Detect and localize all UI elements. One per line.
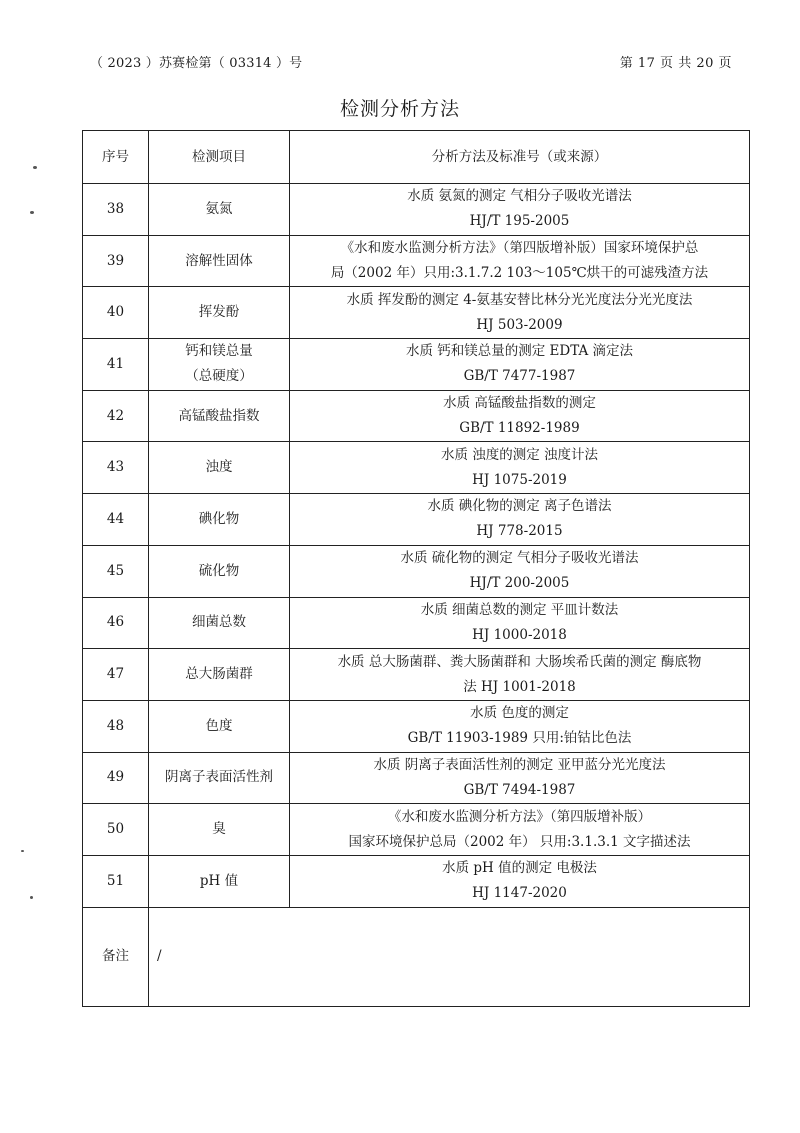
test-item: 浊度 xyxy=(149,442,290,494)
row-number: 45 xyxy=(83,545,149,597)
method-cell xyxy=(290,390,750,442)
table-row xyxy=(83,442,750,494)
method-cell xyxy=(290,339,750,391)
method-name: 水质 钙和镁总量的测定 EDTA 滴定法 xyxy=(405,343,634,360)
method-name: 水质 色度的测定 xyxy=(470,705,569,722)
method-cell xyxy=(290,235,750,287)
row-number: 47 xyxy=(83,649,149,701)
row-number: 50 xyxy=(83,804,149,856)
method-standard: HJ 1147-2020 xyxy=(472,885,567,902)
row-number: 42 xyxy=(83,390,149,442)
method-cell xyxy=(290,184,750,236)
table-header-row xyxy=(83,131,750,184)
table-row xyxy=(83,390,750,442)
row-number: 38 xyxy=(83,184,149,236)
test-item: 氨氮 xyxy=(149,184,290,236)
method-standard: HJ 503-2009 xyxy=(476,316,563,333)
row-number: 51 xyxy=(83,855,149,907)
method-name: 水质 氨氮的测定 气相分子吸收光谱法 xyxy=(407,188,632,205)
test-item: 阴离子表面活性剂 xyxy=(149,752,290,804)
method-cell xyxy=(290,545,750,597)
test-item: 碘化物 xyxy=(149,494,290,546)
table-row xyxy=(83,597,750,649)
column-header-no: 序号 xyxy=(83,131,149,184)
method-standard: HJ 1000-2018 xyxy=(472,626,567,643)
method-cell xyxy=(290,287,750,339)
method-name: 水质 pH 值的测定 电极法 xyxy=(442,860,597,877)
page-info: 第 17 页 共 20 页 xyxy=(619,56,732,71)
method-name: 水质 阴离子表面活性剂的测定 亚甲蓝分光光度法 xyxy=(373,756,666,773)
method-standard: HJ/T 195-2005 xyxy=(469,213,570,230)
test-item: 溶解性固体 xyxy=(149,235,290,287)
table-row xyxy=(83,287,750,339)
method-name: 水质 挥发酚的测定 4-氨基安替比林分光光度法分光光度法 xyxy=(346,291,693,308)
test-item-note: （总硬度） xyxy=(185,368,253,385)
remarks-row xyxy=(83,907,750,1006)
table-row xyxy=(83,649,750,701)
method-name: 水质 细菌总数的测定 平皿计数法 xyxy=(420,601,619,618)
method-name: 《水和废水监测分析方法》（第四版增补版）国家环境保护总 xyxy=(340,240,699,257)
row-number: 39 xyxy=(83,235,149,287)
row-number: 40 xyxy=(83,287,149,339)
test-item: 臭 xyxy=(149,804,290,856)
test-item: 细菌总数 xyxy=(149,597,290,649)
method-standard: GB/T 7494-1987 xyxy=(463,781,576,798)
table-row xyxy=(83,184,750,236)
table-row xyxy=(83,752,750,804)
scan-speck xyxy=(30,896,33,899)
row-number: 49 xyxy=(83,752,149,804)
test-item: 硫化物 xyxy=(149,545,290,597)
scan-speck xyxy=(30,211,34,214)
table-row xyxy=(83,700,750,752)
method-standard: HJ 1075-2019 xyxy=(472,471,567,488)
column-header-method: 分析方法及标准号（或来源） xyxy=(290,131,750,184)
method-cell xyxy=(290,804,750,856)
column-header-item: 检测项目 xyxy=(149,131,290,184)
method-name: 水质 硫化物的测定 气相分子吸收光谱法 xyxy=(400,550,639,567)
row-number: 44 xyxy=(83,494,149,546)
method-cell xyxy=(290,700,750,752)
report-number: （ 2023 ）苏赛检第（ 03314 ）号 xyxy=(90,56,303,71)
method-name: 水质 总大肠菌群、粪大肠菌群和 大肠埃希氏菌的测定 酶底物 xyxy=(337,653,702,670)
test-item: 挥发酚 xyxy=(149,287,290,339)
method-name: 水质 高锰酸盐指数的测定 xyxy=(443,395,596,412)
row-number: 43 xyxy=(83,442,149,494)
test-item: 色度 xyxy=(149,700,290,752)
method-name: 水质 碘化物的测定 离子色谱法 xyxy=(427,498,612,515)
method-name: 《水和废水监测分析方法》（第四版增补版） xyxy=(387,808,652,825)
method-standard: HJ 778-2015 xyxy=(476,523,563,540)
method-cell xyxy=(290,597,750,649)
method-standard: GB/T 7477-1987 xyxy=(463,368,576,385)
method-cell xyxy=(290,752,750,804)
table-row xyxy=(83,235,750,287)
method-standard: 局（2002 年）只用:3.1.7.2 103～105℃烘干的可滤残渣方法 xyxy=(330,265,709,282)
test-item xyxy=(149,339,290,391)
method-standard: 国家环境保护总局（2002 年） 只用:3.1.3.1 文字描述法 xyxy=(348,833,691,850)
remarks-value: / xyxy=(149,907,750,1006)
row-number: 41 xyxy=(83,339,149,391)
test-item: 总大肠菌群 xyxy=(149,649,290,701)
method-standard: GB/T 11892-1989 xyxy=(459,420,580,437)
method-standard: GB/T 11903-1989 只用:铂钴比色法 xyxy=(407,730,632,747)
test-item: 高锰酸盐指数 xyxy=(149,390,290,442)
row-number: 46 xyxy=(83,597,149,649)
remarks-label: 备注 xyxy=(83,907,149,1006)
method-cell xyxy=(290,855,750,907)
test-item-name: 钙和镁总量 xyxy=(185,343,253,360)
table-row xyxy=(83,545,750,597)
test-item: pH 值 xyxy=(149,855,290,907)
table-row xyxy=(83,804,750,856)
method-standard: HJ/T 200-2005 xyxy=(469,575,570,592)
page-title: 检测分析方法 xyxy=(339,98,460,120)
method-standard: 法 HJ 1001-2018 xyxy=(463,678,576,695)
row-number: 48 xyxy=(83,700,149,752)
scan-speck xyxy=(33,166,37,169)
methods-table xyxy=(82,130,750,1007)
method-cell xyxy=(290,442,750,494)
method-cell xyxy=(290,649,750,701)
table-row xyxy=(83,339,750,391)
table-row xyxy=(83,494,750,546)
table-row xyxy=(83,855,750,907)
scan-speck xyxy=(21,850,24,852)
method-cell xyxy=(290,494,750,546)
method-name: 水质 浊度的测定 浊度计法 xyxy=(440,446,599,463)
